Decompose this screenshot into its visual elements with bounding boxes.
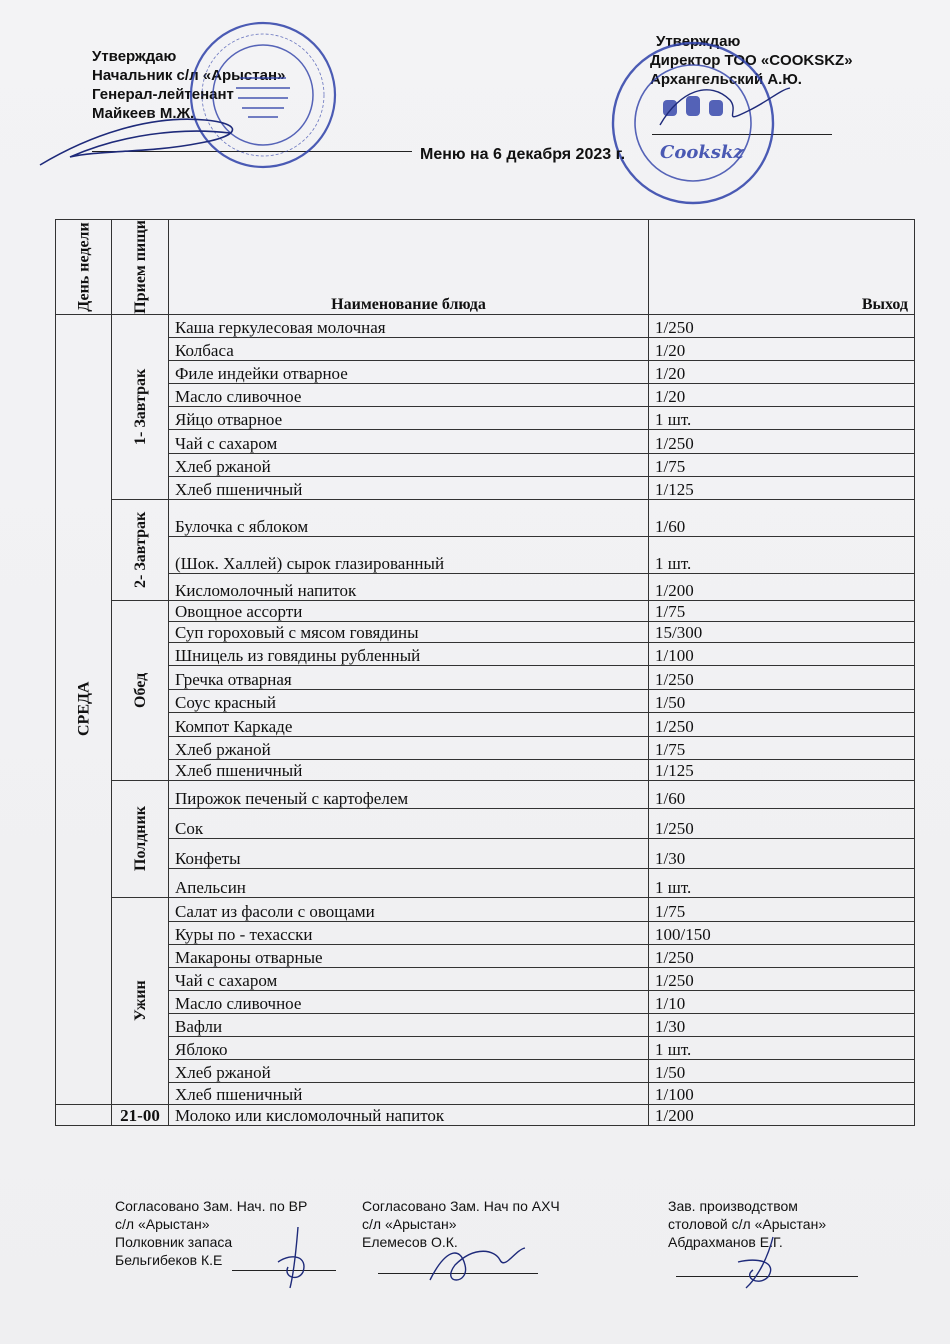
output-cell: 1/20 xyxy=(649,383,915,406)
output-cell: 1/100 xyxy=(649,642,915,665)
dish-cell: Хлеб пшеничный xyxy=(169,476,649,499)
table-row xyxy=(56,499,915,536)
approval-left-line3: Генерал-лейтенант xyxy=(92,86,234,103)
dish-cell: Овощное ассорти xyxy=(169,600,649,621)
empty-cell xyxy=(56,1104,112,1125)
approval-right-line2: Директор ТОО «COOKSKZ» xyxy=(650,52,853,69)
dish-cell: Колбаса xyxy=(169,337,649,360)
header-meal-label: Прием пищи xyxy=(131,220,149,314)
dish-cell: Хлеб ржаной xyxy=(169,453,649,476)
footer-col2-line: с/л «Арыстан» xyxy=(362,1216,457,1232)
table-row xyxy=(56,1036,915,1059)
output-cell: 100/150 xyxy=(649,921,915,944)
table-row xyxy=(56,383,915,406)
table-header-row xyxy=(56,220,915,315)
signature-footer-3 xyxy=(728,1232,798,1292)
output-cell: 1/250 xyxy=(649,314,915,337)
table-row xyxy=(56,621,915,642)
dish-cell: Хлеб ржаной xyxy=(169,1059,649,1082)
table-row xyxy=(56,476,915,499)
approval-left-line4: Майкеев М.Ж. xyxy=(92,105,195,122)
output-cell: 1/250 xyxy=(649,712,915,736)
menu-body xyxy=(56,314,915,1125)
output-cell: 1/20 xyxy=(649,337,915,360)
dish-cell: Чай с сахаром xyxy=(169,429,649,453)
meal-cell: Обед xyxy=(112,600,169,780)
header-day xyxy=(56,220,112,315)
output-cell: 1/30 xyxy=(649,1013,915,1036)
output-cell: 1/75 xyxy=(649,897,915,921)
meal-cell: 1- Завтрак xyxy=(112,314,169,499)
table-row xyxy=(56,1059,915,1082)
output-cell: 1/75 xyxy=(649,600,915,621)
output-cell: 1/125 xyxy=(649,759,915,780)
output-cell: 1/250 xyxy=(649,665,915,689)
table-row xyxy=(56,453,915,476)
dish-cell: Чай с сахаром xyxy=(169,967,649,990)
output-cell: 1/250 xyxy=(649,808,915,838)
header-output: Выход xyxy=(649,220,915,315)
footer-col3-line: Абдрахманов Е.Г. xyxy=(668,1234,783,1250)
dish-cell: (Шок. Халлей) сырок глазированный xyxy=(169,536,649,573)
approval-right-line1: Утверждаю xyxy=(656,33,741,50)
output-cell: 1/50 xyxy=(649,1059,915,1082)
output-cell: 1 шт. xyxy=(649,406,915,429)
table-row xyxy=(56,689,915,712)
footer-col1-line: с/л «Арыстан» xyxy=(115,1216,210,1232)
table-row xyxy=(56,921,915,944)
table-row xyxy=(56,406,915,429)
output-cell: 1/10 xyxy=(649,990,915,1013)
footer-col3-line: Зав. производством xyxy=(668,1198,798,1214)
signature-footer-1 xyxy=(268,1222,328,1292)
approval-left-line2: Начальник с/л «Арыстан» xyxy=(92,67,286,84)
signature-right xyxy=(640,70,800,140)
stamp-right-label: Cookskz xyxy=(660,142,744,163)
output-cell: 1/75 xyxy=(649,453,915,476)
table-row xyxy=(56,536,915,573)
dish-cell: Филе индейки отварное xyxy=(169,360,649,383)
output-cell: 1/250 xyxy=(649,944,915,967)
output-cell: 1/250 xyxy=(649,429,915,453)
output-cell: 1/200 xyxy=(649,573,915,600)
dish-cell: Масло сливочное xyxy=(169,383,649,406)
output-cell: 1/250 xyxy=(649,967,915,990)
dish-cell: Хлеб пшеничный xyxy=(169,759,649,780)
dish-cell: Суп гороховый с мясом говядины xyxy=(169,621,649,642)
footer-col1-line: Согласовано Зам. Нач. по ВР xyxy=(115,1198,308,1214)
table-row xyxy=(56,838,915,868)
table-row xyxy=(56,642,915,665)
signature-footer-2 xyxy=(420,1230,530,1290)
approval-right-line3: Архангельский А.Ю. xyxy=(650,71,802,88)
header-day-label: День недели xyxy=(75,222,92,312)
late-output-cell: 1/200 xyxy=(649,1104,915,1125)
output-cell: 15/300 xyxy=(649,621,915,642)
dish-cell: Каша геркулесовая молочная xyxy=(169,314,649,337)
dish-cell: Булочка с яблоком xyxy=(169,499,649,536)
output-cell: 1/60 xyxy=(649,780,915,808)
table-row xyxy=(56,429,915,453)
table-row xyxy=(56,360,915,383)
dish-cell: Масло сливочное xyxy=(169,990,649,1013)
signature-left xyxy=(30,95,260,175)
table-row xyxy=(56,665,915,689)
table-row xyxy=(56,808,915,838)
dish-cell: Соус красный xyxy=(169,689,649,712)
late-time-cell: 21-00 xyxy=(112,1104,169,1125)
output-cell: 1 шт. xyxy=(649,868,915,897)
table-row xyxy=(56,712,915,736)
dish-cell: Макароны отварные xyxy=(169,944,649,967)
output-cell: 1/100 xyxy=(649,1082,915,1104)
header-meal xyxy=(112,220,169,315)
footer-col2-line: Елемесов О.К. xyxy=(362,1234,458,1250)
output-cell: 1 шт. xyxy=(649,536,915,573)
table-row xyxy=(56,337,915,360)
table-row xyxy=(56,600,915,621)
table-row xyxy=(56,1013,915,1036)
day-cell: СРЕДА xyxy=(56,314,112,1104)
dish-cell: Хлеб пшеничный xyxy=(169,1082,649,1104)
table-row xyxy=(56,990,915,1013)
meal-cell: Полдник xyxy=(112,780,169,897)
menu-table xyxy=(55,219,915,1126)
output-cell: 1/60 xyxy=(649,499,915,536)
dish-cell: Шницель из говядины рубленный xyxy=(169,642,649,665)
output-cell: 1/30 xyxy=(649,838,915,868)
dish-cell: Салат из фасоли с овощами xyxy=(169,897,649,921)
header-dish: Наименование блюда xyxy=(169,220,649,315)
output-cell: 1/75 xyxy=(649,736,915,759)
document-title: Меню на 6 декабря 2023 г. xyxy=(420,146,626,163)
table-row xyxy=(56,780,915,808)
approval-left-line1: Утверждаю xyxy=(92,48,177,65)
footer-col1-line: Бельгибеков К.Е xyxy=(115,1252,223,1268)
dish-cell: Вафли xyxy=(169,1013,649,1036)
table-row xyxy=(56,944,915,967)
dish-cell: Конфеты xyxy=(169,838,649,868)
dish-cell: Куры по - техасски xyxy=(169,921,649,944)
meal-cell: Ужин xyxy=(112,897,169,1104)
dish-cell: Кисломолочный напиток xyxy=(169,573,649,600)
dish-cell: Гречка отварная xyxy=(169,665,649,689)
footer-col2-line: Согласовано Зам. Нач по АХЧ xyxy=(362,1198,560,1214)
output-cell: 1/125 xyxy=(649,476,915,499)
table-row xyxy=(56,868,915,897)
dish-cell: Апельсин xyxy=(169,868,649,897)
late-dish-cell: Молоко или кисломолочный напиток xyxy=(169,1104,649,1125)
dish-cell: Компот Каркаде xyxy=(169,712,649,736)
table-row xyxy=(56,573,915,600)
output-cell: 1 шт. xyxy=(649,1036,915,1059)
footer-col3-line: столовой с/л «Арыстан» xyxy=(668,1216,827,1232)
table-row xyxy=(56,736,915,759)
output-cell: 1/20 xyxy=(649,360,915,383)
dish-cell: Яйцо отварное xyxy=(169,406,649,429)
table-row xyxy=(56,897,915,921)
table-row xyxy=(56,1082,915,1104)
dish-cell: Яблоко xyxy=(169,1036,649,1059)
table-row xyxy=(56,314,915,337)
table-row xyxy=(56,967,915,990)
footer-col1-line: Полковник запаса xyxy=(115,1234,233,1250)
dish-cell: Пирожок печеный с картофелем xyxy=(169,780,649,808)
output-cell: 1/50 xyxy=(649,689,915,712)
dish-cell: Хлеб ржаной xyxy=(169,736,649,759)
table-row-late xyxy=(56,1104,915,1125)
table-row xyxy=(56,759,915,780)
meal-cell: 2- Завтрак xyxy=(112,499,169,600)
dish-cell: Сок xyxy=(169,808,649,838)
